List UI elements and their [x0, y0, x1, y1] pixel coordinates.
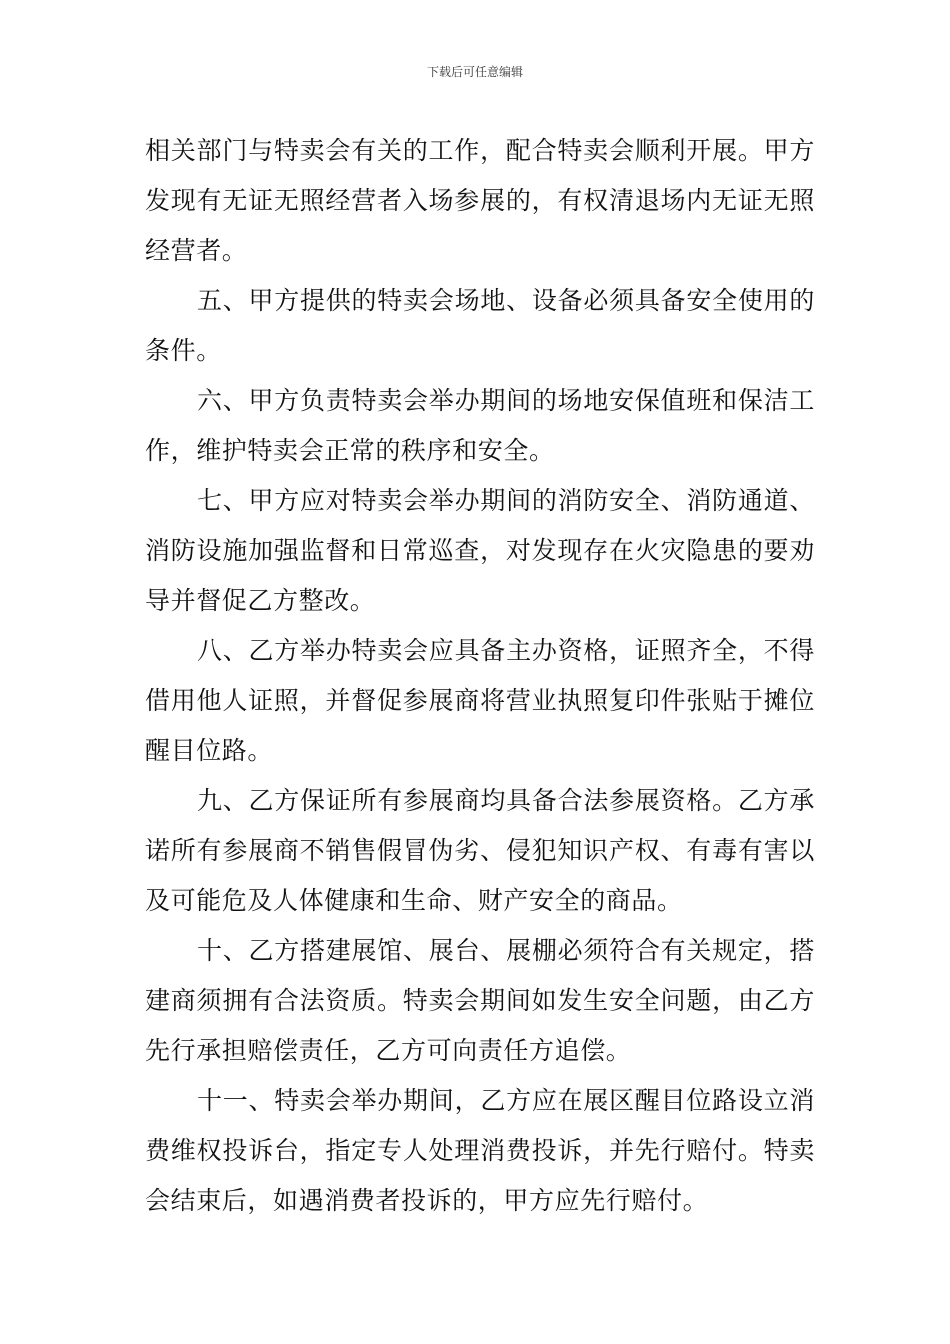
- document-body: [145, 126, 815, 1226]
- paragraph-clause-6: 六、甲方负责特卖会举办期间的场地安保值班和保洁工作，维护特卖会正常的秩序和安全。: [145, 386, 815, 465]
- paragraph-clause-10: 十、乙方搭建展馆、展台、展棚必须符合有关规定，搭建商须拥有合法资质。特卖会期间如发生安全问题，由乙方先行承担赔偿责任，乙方可向责任方追偿。: [145, 936, 815, 1065]
- page-header-note: 下载后可任意编辑: [426, 65, 523, 79]
- paragraph-continued: 相关部门与特卖会有关的工作，配合特卖会顺利开展。甲方发现有无证无照经营者入场参展的，有权清退场内无证无照经营者。: [145, 136, 815, 265]
- paragraph-clause-8: 八、乙方举办特卖会应具备主办资格，证照齐全，不得借用他人证照，并督促参展商将营业执照复印件张贴于摊位醒目位路。: [145, 636, 815, 765]
- paragraph-clause-11: 十一、特卖会举办期间，乙方应在展区醒目位路设立消费维权投诉台，指定专人处理消费投诉，并先行赔付。特卖会结束后，如遇消费者投诉的，甲方应先行赔付。: [145, 1086, 815, 1215]
- paragraph-clause-7: 七、甲方应对特卖会举办期间的消防安全、消防通道、消防设施加强监督和日常巡查，对发现存在火灾隐患的要劝导并督促乙方整改。: [145, 486, 815, 615]
- paragraph-clause-9: 九、乙方保证所有参展商均具备合法参展资格。乙方承诺所有参展商不销售假冒伪劣、侵犯知识产权、有毒有害以及可能危及人体健康和生命、财产安全的商品。: [145, 786, 815, 915]
- paragraph-clause-5: 五、甲方提供的特卖会场地、设备必须具备安全使用的条件。: [145, 286, 815, 365]
